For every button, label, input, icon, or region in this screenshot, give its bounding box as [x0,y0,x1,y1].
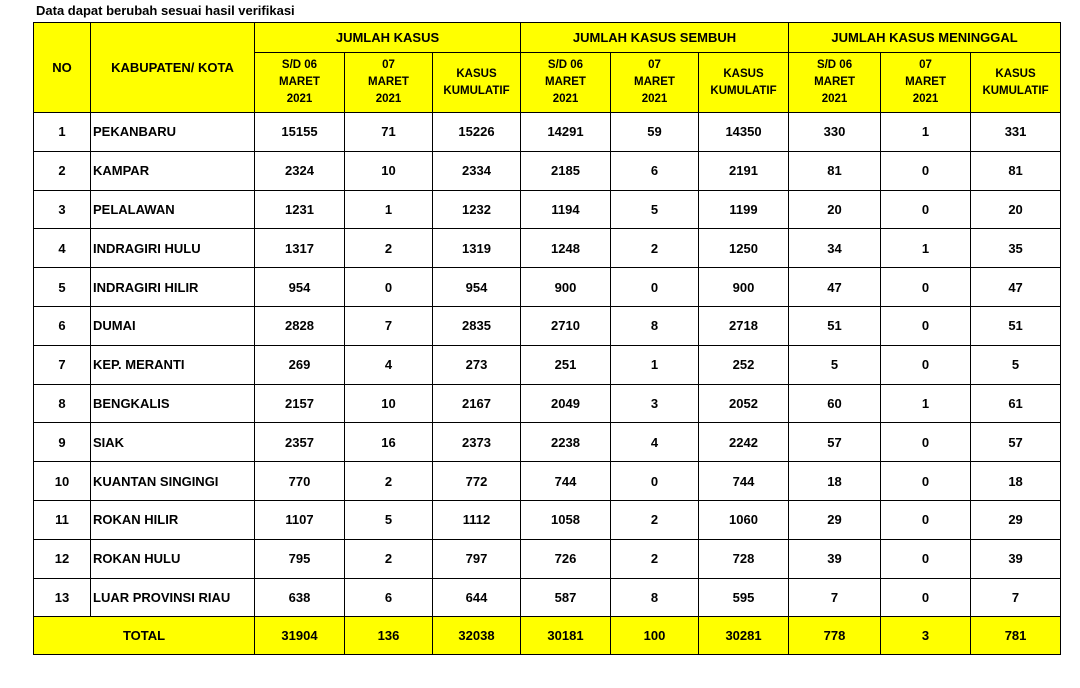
total-sembuh-kumulatif: 30281 [699,617,789,655]
table-row [34,113,1061,152]
cell-meninggal-kumulatif: 5 [971,345,1061,384]
cell-meninggal-sd: 34 [789,229,881,268]
cell-kasus-sd: 638 [255,578,345,617]
total-meninggal-kumulatif: 781 [971,617,1061,655]
cell-meninggal-kumulatif: 47 [971,268,1061,307]
cell-kabupaten: ROKAN HILIR [91,500,255,539]
cell-kasus-07: 6 [345,578,433,617]
cell-meninggal-sd: 39 [789,539,881,578]
cell-meninggal-sd: 51 [789,306,881,345]
cell-sembuh-sd: 2049 [521,384,611,423]
total-meninggal-sd: 778 [789,617,881,655]
cell-kasus-07: 4 [345,345,433,384]
cell-kasus-kumulatif: 2167 [433,384,521,423]
cell-no: 6 [34,306,91,345]
subheader-sembuh-kumulatif: KASUS KUMULATIF [699,53,789,113]
cell-kasus-sd: 2828 [255,306,345,345]
cell-kasus-sd: 269 [255,345,345,384]
cell-kasus-07: 10 [345,384,433,423]
subheader-meninggal-07: 07 MARET 2021 [881,53,971,113]
cell-meninggal-kumulatif: 57 [971,423,1061,462]
cell-kasus-07: 2 [345,539,433,578]
cell-meninggal-07: 0 [881,500,971,539]
cell-sembuh-kumulatif: 595 [699,578,789,617]
cell-sembuh-kumulatif: 744 [699,462,789,501]
cell-kabupaten: KAMPAR [91,151,255,190]
cell-kasus-kumulatif: 1112 [433,500,521,539]
total-kasus-07: 136 [345,617,433,655]
cell-kasus-kumulatif: 797 [433,539,521,578]
cell-sembuh-kumulatif: 1199 [699,190,789,229]
total-sembuh-07: 100 [611,617,699,655]
cell-sembuh-07: 8 [611,578,699,617]
cell-meninggal-kumulatif: 35 [971,229,1061,268]
cell-kabupaten: KUANTAN SINGINGI [91,462,255,501]
subheader-sembuh-07: 07 MARET 2021 [611,53,699,113]
cell-kasus-kumulatif: 2334 [433,151,521,190]
cell-sembuh-sd: 2238 [521,423,611,462]
cell-meninggal-07: 0 [881,345,971,384]
cell-kabupaten: PELALAWAN [91,190,255,229]
cell-kabupaten: INDRAGIRI HILIR [91,268,255,307]
covid-cases-table [33,22,1061,655]
cell-meninggal-sd: 5 [789,345,881,384]
cell-kasus-sd: 954 [255,268,345,307]
cell-sembuh-sd: 2710 [521,306,611,345]
total-meninggal-07: 3 [881,617,971,655]
cell-meninggal-kumulatif: 7 [971,578,1061,617]
cell-meninggal-kumulatif: 51 [971,306,1061,345]
cell-kabupaten: INDRAGIRI HULU [91,229,255,268]
cell-sembuh-07: 2 [611,539,699,578]
table-row [34,229,1061,268]
cell-kasus-sd: 2157 [255,384,345,423]
cell-sembuh-kumulatif: 2242 [699,423,789,462]
cell-meninggal-sd: 47 [789,268,881,307]
cell-meninggal-sd: 57 [789,423,881,462]
cell-sembuh-07: 2 [611,229,699,268]
table-row [34,345,1061,384]
cell-meninggal-sd: 20 [789,190,881,229]
subheader-kasus-07: 07 MARET 2021 [345,53,433,113]
cell-kasus-sd: 1231 [255,190,345,229]
cell-kasus-07: 7 [345,306,433,345]
cell-sembuh-kumulatif: 2718 [699,306,789,345]
cell-kasus-kumulatif: 2373 [433,423,521,462]
table-row [34,423,1061,462]
table-row [34,306,1061,345]
cell-kasus-07: 71 [345,113,433,152]
cell-sembuh-kumulatif: 1060 [699,500,789,539]
cell-meninggal-07: 0 [881,539,971,578]
cell-kasus-sd: 795 [255,539,345,578]
cell-kasus-kumulatif: 2835 [433,306,521,345]
cell-kabupaten: LUAR PROVINSI RIAU [91,578,255,617]
cell-meninggal-07: 0 [881,423,971,462]
cell-sembuh-kumulatif: 900 [699,268,789,307]
cell-sembuh-07: 0 [611,462,699,501]
cell-sembuh-sd: 900 [521,268,611,307]
total-sembuh-sd: 30181 [521,617,611,655]
cell-meninggal-sd: 81 [789,151,881,190]
cell-meninggal-07: 1 [881,229,971,268]
cell-no: 5 [34,268,91,307]
cell-sembuh-sd: 2185 [521,151,611,190]
cell-kabupaten: KEP. MERANTI [91,345,255,384]
cell-kabupaten: SIAK [91,423,255,462]
cell-no: 3 [34,190,91,229]
table-row [34,384,1061,423]
cell-no: 2 [34,151,91,190]
cell-kabupaten: DUMAI [91,306,255,345]
cell-sembuh-sd: 14291 [521,113,611,152]
cell-kasus-kumulatif: 954 [433,268,521,307]
cell-sembuh-kumulatif: 2052 [699,384,789,423]
cell-no: 10 [34,462,91,501]
cell-meninggal-kumulatif: 331 [971,113,1061,152]
subheader-kasus-kumulatif: KASUS KUMULATIF [433,53,521,113]
cell-meninggal-07: 0 [881,578,971,617]
cell-no: 13 [34,578,91,617]
cell-sembuh-07: 2 [611,500,699,539]
cell-meninggal-sd: 7 [789,578,881,617]
cell-meninggal-kumulatif: 18 [971,462,1061,501]
cell-sembuh-kumulatif: 2191 [699,151,789,190]
cell-kasus-kumulatif: 772 [433,462,521,501]
table-row [34,190,1061,229]
cell-kasus-sd: 15155 [255,113,345,152]
cell-sembuh-kumulatif: 14350 [699,113,789,152]
table-row [34,539,1061,578]
cell-kasus-07: 0 [345,268,433,307]
cell-kasus-kumulatif: 1232 [433,190,521,229]
total-label: TOTAL [34,617,255,655]
cell-kasus-07: 2 [345,229,433,268]
cell-meninggal-sd: 29 [789,500,881,539]
cell-meninggal-07: 0 [881,462,971,501]
table-row [34,578,1061,617]
cell-sembuh-07: 3 [611,384,699,423]
table-row [34,151,1061,190]
cell-meninggal-07: 0 [881,151,971,190]
subheader-sembuh-sd: S/D 06 MARET 2021 [521,53,611,113]
cell-meninggal-kumulatif: 61 [971,384,1061,423]
group-header-jumlah-sembuh: JUMLAH KASUS SEMBUH [521,23,789,53]
cell-kasus-kumulatif: 15226 [433,113,521,152]
cell-sembuh-sd: 1248 [521,229,611,268]
cell-meninggal-sd: 60 [789,384,881,423]
cell-sembuh-07: 4 [611,423,699,462]
verification-note: Data dapat berubah sesuai hasil verifikasi [36,3,295,18]
cell-kabupaten: PEKANBARU [91,113,255,152]
cell-sembuh-kumulatif: 252 [699,345,789,384]
cell-no: 8 [34,384,91,423]
table-row [34,462,1061,501]
total-kasus-sd: 31904 [255,617,345,655]
cell-sembuh-sd: 1194 [521,190,611,229]
cell-meninggal-sd: 18 [789,462,881,501]
cell-sembuh-sd: 1058 [521,500,611,539]
cell-meninggal-kumulatif: 20 [971,190,1061,229]
subheader-kasus-sd: S/D 06 MARET 2021 [255,53,345,113]
cell-sembuh-sd: 251 [521,345,611,384]
cell-meninggal-07: 0 [881,190,971,229]
group-header-jumlah-meninggal: JUMLAH KASUS MENINGGAL [789,23,1061,53]
subheader-meninggal-kumulatif: KASUS KUMULATIF [971,53,1061,113]
cell-sembuh-07: 1 [611,345,699,384]
cell-sembuh-07: 5 [611,190,699,229]
cell-kabupaten: ROKAN HULU [91,539,255,578]
cell-no: 7 [34,345,91,384]
cell-kasus-kumulatif: 1319 [433,229,521,268]
cell-kasus-sd: 2357 [255,423,345,462]
cell-kasus-kumulatif: 273 [433,345,521,384]
cell-no: 12 [34,539,91,578]
cell-kasus-sd: 2324 [255,151,345,190]
total-row [34,617,1061,655]
total-kasus-kumulatif: 32038 [433,617,521,655]
cell-no: 9 [34,423,91,462]
cell-no: 11 [34,500,91,539]
cell-sembuh-sd: 587 [521,578,611,617]
cell-sembuh-07: 6 [611,151,699,190]
cell-kasus-sd: 770 [255,462,345,501]
cell-meninggal-kumulatif: 39 [971,539,1061,578]
cell-kasus-07: 10 [345,151,433,190]
cell-kasus-07: 2 [345,462,433,501]
col-header-kabupaten: KABUPATEN/ KOTA [91,23,255,113]
col-header-no: NO [34,23,91,113]
cell-meninggal-07: 1 [881,113,971,152]
table-row [34,268,1061,307]
cell-meninggal-sd: 330 [789,113,881,152]
cell-sembuh-07: 0 [611,268,699,307]
cell-meninggal-07: 0 [881,306,971,345]
cell-kasus-07: 5 [345,500,433,539]
cell-sembuh-07: 59 [611,113,699,152]
cell-sembuh-sd: 726 [521,539,611,578]
cell-no: 4 [34,229,91,268]
subheader-meninggal-sd: S/D 06 MARET 2021 [789,53,881,113]
cell-kabupaten: BENGKALIS [91,384,255,423]
cell-kasus-sd: 1107 [255,500,345,539]
table-row [34,500,1061,539]
cell-kasus-kumulatif: 644 [433,578,521,617]
cell-sembuh-kumulatif: 728 [699,539,789,578]
cell-sembuh-kumulatif: 1250 [699,229,789,268]
cell-sembuh-sd: 744 [521,462,611,501]
cell-kasus-07: 1 [345,190,433,229]
cell-meninggal-07: 0 [881,268,971,307]
cell-meninggal-kumulatif: 29 [971,500,1061,539]
cell-meninggal-kumulatif: 81 [971,151,1061,190]
cell-no: 1 [34,113,91,152]
cell-kasus-07: 16 [345,423,433,462]
cell-sembuh-07: 8 [611,306,699,345]
group-header-jumlah-kasus: JUMLAH KASUS [255,23,521,53]
cell-meninggal-07: 1 [881,384,971,423]
cell-kasus-sd: 1317 [255,229,345,268]
